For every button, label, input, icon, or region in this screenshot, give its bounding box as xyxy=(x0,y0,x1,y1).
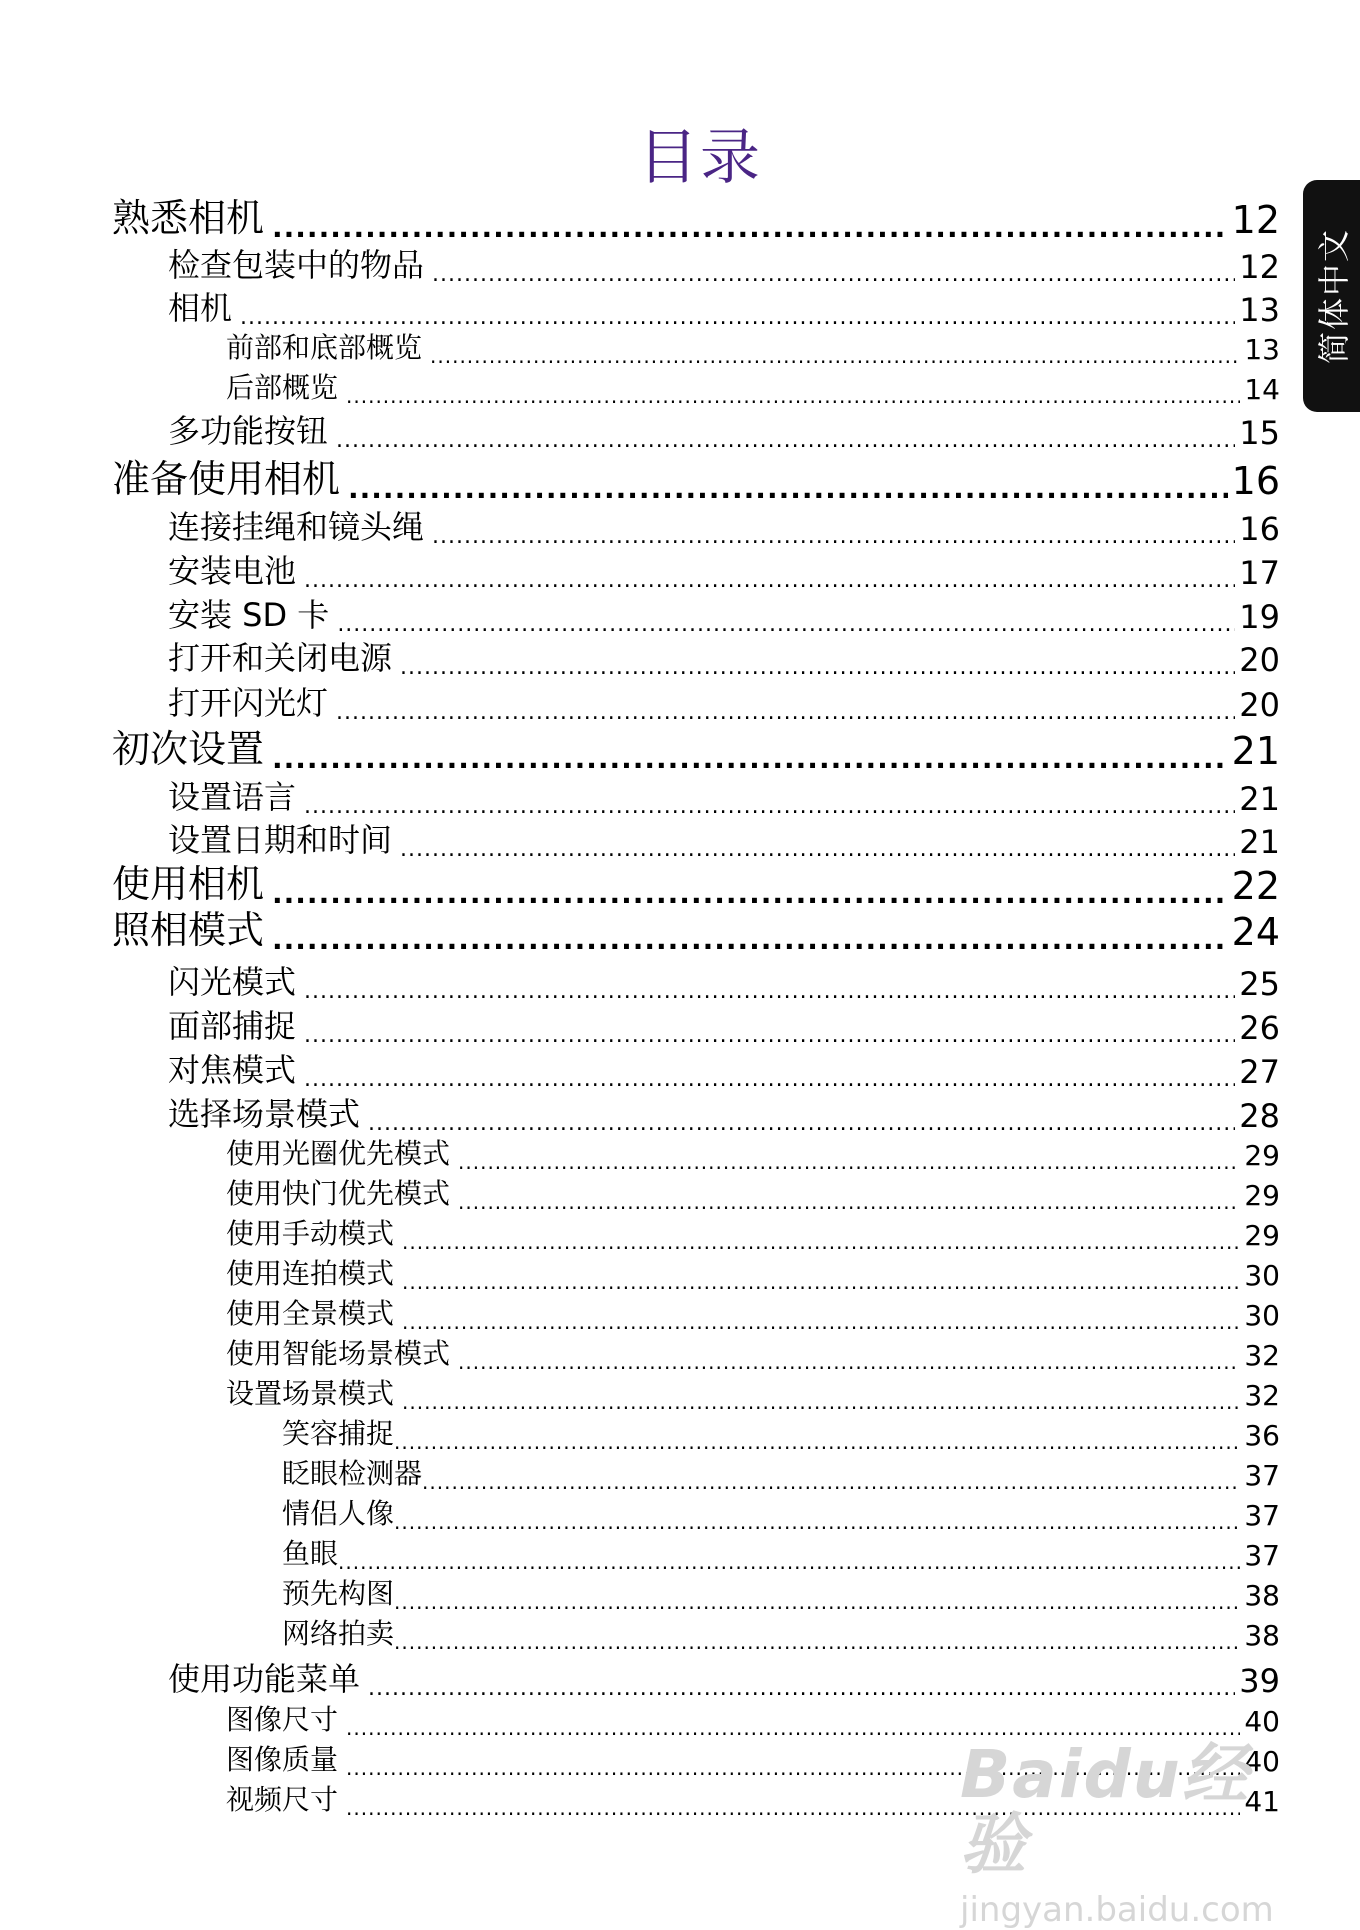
watermark-url: jingyan.baidu.com xyxy=(960,1890,1274,1930)
toc-entry[interactable] xyxy=(168,821,1280,861)
toc-leader-dots xyxy=(422,1472,1240,1492)
toc-leader-dots xyxy=(338,1552,1240,1572)
toc-entry-label: 初次设置 xyxy=(112,727,265,771)
toc-leader-dots xyxy=(458,1352,1240,1372)
toc-entry[interactable] xyxy=(282,1416,1280,1452)
toc-leader-dots xyxy=(400,839,1235,861)
toc-leader-dots xyxy=(337,614,1235,636)
toc-entry-label: 眨眼检测器 xyxy=(282,1457,423,1490)
toc-leader-dots xyxy=(336,702,1235,724)
toc-entry-label: 连接挂绳和镜头绳 xyxy=(168,508,425,546)
toc-entry[interactable] xyxy=(168,684,1280,724)
toc-entry-label: 使用手动模式 xyxy=(226,1217,395,1250)
toc-leader-dots xyxy=(272,880,1228,908)
toc-leader-dots xyxy=(304,981,1235,1003)
toc-leader-dots xyxy=(304,570,1235,592)
toc-leader-dots xyxy=(400,657,1235,679)
toc-leader-dots xyxy=(394,1512,1240,1532)
toc-entry-page: 12 xyxy=(1239,248,1280,286)
toc-entry-label: 使用连拍模式 xyxy=(226,1257,395,1290)
toc-entry-page: 19 xyxy=(1239,598,1280,636)
toc-entry-label: 后部概览 xyxy=(226,371,339,404)
toc-entry[interactable] xyxy=(282,1496,1280,1532)
toc-entry-label: 照相模式 xyxy=(112,908,265,952)
toc-entry[interactable] xyxy=(226,370,1280,406)
toc-leader-dots xyxy=(394,1632,1240,1652)
toc-leader-dots xyxy=(458,1152,1240,1172)
toc-entry-page: 30 xyxy=(1244,1299,1280,1332)
toc-entry-page: 17 xyxy=(1239,554,1280,592)
toc-entry-page: 30 xyxy=(1244,1259,1280,1292)
toc-leader-dots xyxy=(402,1272,1240,1292)
toc-entry[interactable] xyxy=(226,1702,1280,1738)
toc-entry-page: 24 xyxy=(1231,910,1280,954)
toc-entry[interactable] xyxy=(112,860,1280,908)
toc-leader-dots xyxy=(432,526,1235,548)
toc-entry[interactable] xyxy=(168,596,1280,636)
toc-entry-label: 打开闪光灯 xyxy=(168,684,329,722)
toc-entry-page: 32 xyxy=(1244,1379,1280,1412)
toc-entry-page: 40 xyxy=(1244,1745,1280,1778)
toc-entry-page: 21 xyxy=(1239,780,1280,818)
toc-entry[interactable] xyxy=(168,1051,1280,1091)
toc-entry-page: 32 xyxy=(1244,1339,1280,1372)
toc-entry-page: 13 xyxy=(1239,291,1280,329)
toc-entry[interactable] xyxy=(226,1216,1280,1252)
watermark-logo: Baidu经验 xyxy=(960,1736,1250,1883)
toc-entry-page: 40 xyxy=(1244,1705,1280,1738)
toc-entry-page: 13 xyxy=(1244,333,1280,366)
toc-leader-dots xyxy=(346,386,1240,406)
toc-entry[interactable] xyxy=(226,1742,1280,1778)
toc-entry-label: 使用智能场景模式 xyxy=(226,1337,451,1370)
toc-entry[interactable] xyxy=(168,778,1280,818)
page-title: 目录 xyxy=(638,123,762,193)
toc-entry-label: 使用全景模式 xyxy=(226,1297,395,1330)
toc-entry-label: 图像尺寸 xyxy=(226,1703,339,1736)
toc-entry-page: 29 xyxy=(1244,1139,1280,1172)
toc-entry-page: 12 xyxy=(1231,198,1280,242)
toc-entry[interactable] xyxy=(112,906,1280,954)
toc-entry-page: 20 xyxy=(1239,686,1280,724)
toc-leader-dots xyxy=(430,346,1240,366)
toc-entry-label: 安装电池 xyxy=(168,552,297,590)
toc-entry[interactable] xyxy=(168,552,1280,592)
toc-entry[interactable] xyxy=(282,1536,1280,1572)
toc-entry-page: 14 xyxy=(1244,373,1280,406)
toc-entry-page: 36 xyxy=(1244,1419,1280,1452)
toc-entry-page: 15 xyxy=(1239,414,1280,452)
toc-entry-page: 22 xyxy=(1231,864,1280,908)
toc-entry-page: 26 xyxy=(1239,1009,1280,1047)
toc-leader-dots xyxy=(458,1192,1240,1212)
toc-leader-dots xyxy=(394,1432,1240,1452)
toc-entry-label: 情侣人像 xyxy=(282,1497,395,1530)
toc-leader-dots xyxy=(348,475,1228,503)
toc-entry-label: 预先构图 xyxy=(282,1577,395,1610)
toc-entry-page: 25 xyxy=(1239,965,1280,1003)
toc-entry-page: 27 xyxy=(1239,1053,1280,1091)
toc-entry[interactable] xyxy=(112,194,1280,242)
toc-entry[interactable] xyxy=(282,1576,1280,1612)
toc-entry-label: 使用快门优先模式 xyxy=(226,1177,451,1210)
toc-entry[interactable] xyxy=(168,289,1280,329)
toc-entry-page: 37 xyxy=(1244,1459,1280,1492)
toc-entry[interactable] xyxy=(168,1660,1280,1700)
toc-entry-page: 37 xyxy=(1244,1539,1280,1572)
toc-entry[interactable] xyxy=(282,1456,1280,1492)
toc-entry-label: 熟悉相机 xyxy=(112,196,265,240)
toc-entry-label: 打开和关闭电源 xyxy=(168,639,393,677)
toc-entry[interactable] xyxy=(226,330,1280,366)
toc-entry-label: 前部和底部概览 xyxy=(226,331,423,364)
toc-entry[interactable] xyxy=(168,1007,1280,1047)
toc-leader-dots xyxy=(272,926,1228,954)
toc-entry[interactable] xyxy=(226,1376,1280,1412)
toc-leader-dots xyxy=(346,1718,1240,1738)
toc-entry-page: 38 xyxy=(1244,1579,1280,1612)
toc-entry-page: 41 xyxy=(1244,1785,1280,1818)
toc-entry-label: 笑容捕捉 xyxy=(282,1417,395,1450)
toc-entry-label: 对焦模式 xyxy=(168,1051,297,1089)
toc-leader-dots xyxy=(368,1113,1235,1135)
toc-entry[interactable] xyxy=(168,412,1280,452)
toc-entry-label: 安装 SD 卡 xyxy=(168,596,330,634)
toc-entry-label: 使用功能菜单 xyxy=(168,1660,361,1698)
toc-leader-dots xyxy=(304,1025,1235,1047)
toc-entry[interactable] xyxy=(112,725,1280,773)
toc-entry[interactable] xyxy=(226,1336,1280,1372)
toc-entry-page: 16 xyxy=(1239,510,1280,548)
toc-entry-page: 16 xyxy=(1231,459,1280,503)
toc-leader-dots xyxy=(368,1678,1235,1700)
toc-entry-page: 21 xyxy=(1231,729,1280,773)
toc-entry-label: 鱼眼 xyxy=(282,1537,339,1570)
toc-entry-label: 图像质量 xyxy=(226,1743,339,1776)
toc-leader-dots xyxy=(432,264,1235,286)
toc-leader-dots xyxy=(272,214,1228,242)
language-tab-label: 简体中文 xyxy=(1314,227,1353,365)
toc-entry-label: 检查包装中的物品 xyxy=(168,246,425,284)
toc-leader-dots xyxy=(346,1798,1240,1818)
toc-leader-dots xyxy=(402,1312,1240,1332)
toc-entry[interactable] xyxy=(168,1095,1280,1135)
toc-leader-dots xyxy=(304,796,1235,818)
toc-entry-label: 选择场景模式 xyxy=(168,1095,361,1133)
toc-entry-label: 闪光模式 xyxy=(168,963,297,1001)
toc-entry[interactable] xyxy=(168,639,1280,679)
toc-entry-page: 29 xyxy=(1244,1179,1280,1212)
toc-entry[interactable] xyxy=(168,963,1280,1003)
toc-entry-label: 设置场景模式 xyxy=(226,1377,395,1410)
toc-entry-label: 网络拍卖 xyxy=(282,1617,395,1650)
toc-entry-page: 20 xyxy=(1239,641,1280,679)
toc-leader-dots xyxy=(336,430,1235,452)
toc-entry-label: 视频尺寸 xyxy=(226,1783,339,1816)
toc-leader-dots xyxy=(346,1758,1240,1778)
toc-entry-label: 设置语言 xyxy=(168,778,297,816)
toc-entry-page: 38 xyxy=(1244,1619,1280,1652)
toc-entry-page: 39 xyxy=(1239,1662,1280,1700)
toc-entry[interactable] xyxy=(168,508,1280,548)
toc-leader-dots xyxy=(304,1069,1235,1091)
toc-leader-dots xyxy=(272,745,1228,773)
toc-entry[interactable] xyxy=(226,1136,1280,1172)
toc-entry-label: 准备使用相机 xyxy=(112,457,341,501)
toc-entry[interactable] xyxy=(226,1296,1280,1332)
toc-entry[interactable] xyxy=(168,246,1280,286)
toc-entry-label: 使用相机 xyxy=(112,862,265,906)
toc-entry-page: 29 xyxy=(1244,1219,1280,1252)
toc-entry-page: 21 xyxy=(1239,823,1280,861)
toc-leader-dots xyxy=(402,1392,1240,1412)
toc-entry[interactable] xyxy=(226,1176,1280,1212)
toc-leader-dots xyxy=(402,1232,1240,1252)
toc-entry[interactable] xyxy=(112,455,1280,503)
toc-entry-label: 设置日期和时间 xyxy=(168,821,393,859)
toc-entry[interactable] xyxy=(282,1616,1280,1652)
toc-entry[interactable] xyxy=(226,1256,1280,1292)
toc-entry-label: 相机 xyxy=(168,289,233,327)
toc-entry-label: 多功能按钮 xyxy=(168,412,329,450)
toc-leader-dots xyxy=(394,1592,1240,1612)
toc-entry[interactable] xyxy=(226,1782,1280,1818)
toc-entry-page: 37 xyxy=(1244,1499,1280,1532)
toc-entry-label: 使用光圈优先模式 xyxy=(226,1137,451,1170)
toc-entry-page: 28 xyxy=(1239,1097,1280,1135)
toc-entry-label: 面部捕捉 xyxy=(168,1007,297,1045)
